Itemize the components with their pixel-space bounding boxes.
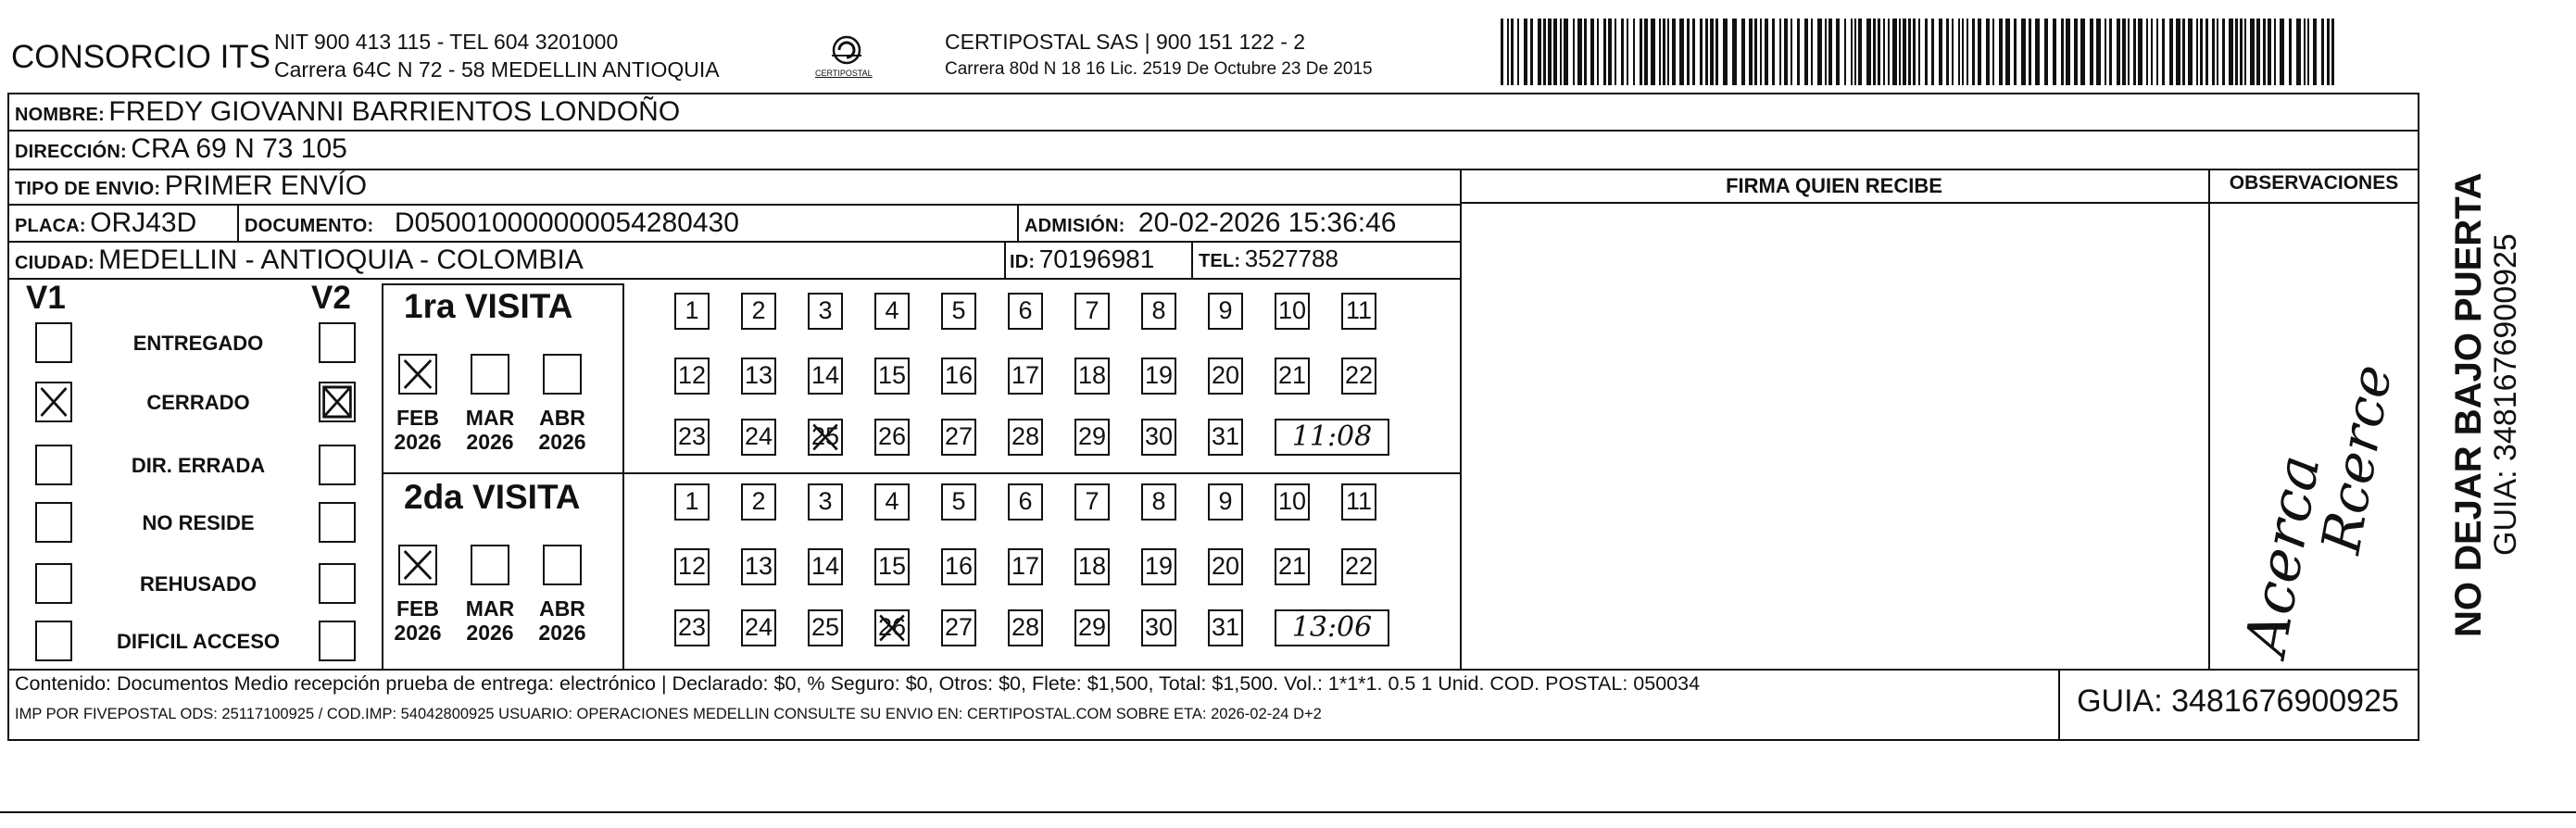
barcode-bar <box>2196 19 2198 85</box>
plate-value: ORJ43D <box>90 207 197 238</box>
barcode-bar <box>2014 19 2017 85</box>
document-field <box>245 207 739 239</box>
barcode-bar <box>1723 19 1728 85</box>
barcode-bar <box>1908 19 1911 85</box>
id-value: 70196981 <box>1038 245 1155 273</box>
barcode-bar <box>1715 19 1718 85</box>
day-box[interactable]: 19 <box>1141 358 1176 395</box>
day-box[interactable]: 12 <box>674 548 710 585</box>
month-label <box>536 406 588 454</box>
day-box[interactable]: 17 <box>1008 358 1043 395</box>
barcode-bar <box>2176 19 2180 85</box>
day-box[interactable]: 16 <box>941 358 976 395</box>
v2-header: V2 <box>311 280 351 316</box>
month-checkbox[interactable] <box>543 545 582 585</box>
barcode-bar <box>2096 19 2101 85</box>
barcode-bar <box>1817 19 1822 85</box>
month-name: ABR <box>539 406 585 430</box>
admission-value: 20-02-2026 15:36:46 <box>1137 207 1397 238</box>
barcode-bar <box>1511 19 1514 85</box>
barcode-bar <box>2021 19 2026 85</box>
barcode-bar <box>2235 19 2238 85</box>
day-box[interactable]: 29 <box>1074 609 1110 646</box>
barcode-bar <box>1608 19 1612 85</box>
document-value: D050010000000054280430 <box>394 207 739 238</box>
barcode-bar <box>1644 19 1648 85</box>
month-year: 2026 <box>538 430 586 454</box>
barcode-bar <box>2128 19 2130 85</box>
barcode-bar <box>2162 19 2165 85</box>
v2-checkbox[interactable] <box>319 322 356 363</box>
day-box[interactable]: 25 <box>808 419 843 456</box>
barcode-bar <box>2090 19 2093 85</box>
barcode-bar <box>2080 19 2085 85</box>
day-box[interactable]: 18 <box>1074 548 1110 585</box>
barcode-bar <box>1584 19 1587 85</box>
barcode-bar <box>2222 19 2225 85</box>
address-value: CRA 69 N 73 105 <box>131 133 347 164</box>
barcode-bar <box>1517 19 1519 85</box>
barcode-bar <box>2138 19 2142 85</box>
day-box[interactable]: 14 <box>808 358 843 395</box>
barcode-bar <box>1978 19 1981 85</box>
month-name: FEB <box>396 596 439 621</box>
day-box[interactable]: 31 <box>1208 419 1243 456</box>
day-box[interactable]: 8 <box>1141 483 1176 521</box>
barcode-bar <box>2105 19 2106 85</box>
barcode-bar <box>1958 19 1960 85</box>
barcode-bar <box>1986 19 1990 85</box>
side-warning: NO DEJAR BAJO PUERTA <box>2448 172 2489 637</box>
id-field <box>1010 245 1154 274</box>
day-box[interactable]: 20 <box>1208 548 1243 585</box>
day-box[interactable]: 21 <box>1275 358 1310 395</box>
side-guide: GUIA: 3481676900925 <box>2488 233 2523 556</box>
observations-header: OBSERVACIONES <box>2229 172 2399 194</box>
barcode-bar <box>1931 19 1934 85</box>
barcode-bar <box>1754 19 1757 85</box>
day-box[interactable]: 23 <box>674 419 710 456</box>
certipostal-logo <box>810 33 884 85</box>
status-option-label: CERRADO <box>146 391 250 414</box>
barcode-bar <box>1524 19 1527 85</box>
barcode-bar <box>2240 19 2243 85</box>
barcode-bar <box>1687 19 1690 85</box>
day-box[interactable]: 4 <box>874 483 910 521</box>
barcode-bar <box>2044 19 2048 85</box>
barcode-bar <box>1597 19 1599 85</box>
day-box[interactable]: 24 <box>741 609 776 646</box>
month-checkbox[interactable] <box>398 545 437 585</box>
month-name: FEB <box>396 406 439 430</box>
day-box[interactable]: 8 <box>1141 293 1176 330</box>
month-label <box>464 406 516 454</box>
day-box[interactable]: 30 <box>1141 609 1176 646</box>
day-box[interactable]: 27 <box>941 609 976 646</box>
month-year: 2026 <box>466 430 514 454</box>
barcode-bar <box>2263 19 2266 85</box>
barcode-bar <box>1679 19 1684 85</box>
city-label: CIUDAD: <box>15 253 94 273</box>
v1-header: V1 <box>26 280 66 316</box>
barcode-bar <box>2035 19 2040 85</box>
barcode-bar <box>2268 19 2271 85</box>
barcode-bar <box>1543 19 1546 85</box>
day-box[interactable]: 22 <box>1341 358 1376 395</box>
day-box[interactable]: 16 <box>941 548 976 585</box>
carrier-name: CERTIPOSTAL SAS | 900 151 122 - 2 <box>945 30 1306 54</box>
barcode-bar <box>1590 19 1594 85</box>
check-x-icon <box>400 546 435 583</box>
barcode-bar <box>1765 19 1768 85</box>
city-field <box>15 245 584 276</box>
barcode-bar <box>1878 19 1880 85</box>
city-value: MEDELLIN - ANTIOQUIA - COLOMBIA <box>98 245 584 275</box>
barcode-bar <box>2331 19 2334 85</box>
document-label: DOCUMENTO: <box>245 216 374 236</box>
day-box[interactable]: 20 <box>1208 358 1243 395</box>
name-field <box>15 96 680 128</box>
barcode-bar <box>1749 19 1753 85</box>
barcode-bar <box>2117 19 2120 85</box>
barcode-bar <box>2182 19 2185 85</box>
barcode-bar <box>1797 19 1800 85</box>
barcode-bar <box>1507 19 1509 85</box>
day-box[interactable]: 26 <box>874 419 910 456</box>
visit-time-box[interactable]: 11:08 <box>1275 419 1389 456</box>
barcode-bar <box>2212 19 2215 85</box>
barcode-bar <box>1851 19 1853 85</box>
name-label: NOMBRE: <box>15 105 105 125</box>
barcode-bar <box>2229 19 2233 85</box>
barcode-bar <box>1903 19 1906 85</box>
day-box[interactable]: 30 <box>1141 419 1176 456</box>
barcode-bar <box>1772 19 1775 85</box>
barcode-bar <box>1828 19 1832 85</box>
check-x-icon <box>37 383 70 420</box>
month-year: 2026 <box>394 430 442 454</box>
barcode-bar <box>1621 19 1624 85</box>
barcode-bar <box>2188 19 2193 85</box>
v1-checkbox[interactable] <box>35 563 72 604</box>
barcode-bar <box>2217 19 2218 85</box>
day-box[interactable]: 6 <box>1008 293 1043 330</box>
barcode-bar <box>2244 19 2246 85</box>
barcode-bar <box>1962 19 1964 85</box>
check-x-icon <box>320 383 354 420</box>
status-option-label: ENTREGADO <box>132 332 264 355</box>
barcode-bar <box>1760 19 1762 85</box>
day-box[interactable]: 3 <box>808 483 843 521</box>
barcode-bar <box>1530 19 1533 85</box>
barcode-bar <box>1804 19 1808 85</box>
handwriting-line1: Acerca <box>2230 449 2333 660</box>
day-box[interactable]: 14 <box>808 548 843 585</box>
barcode-bar <box>2151 19 2153 85</box>
barcode-bar <box>2200 19 2203 85</box>
barcode-bar <box>1501 19 1503 85</box>
tel-label: TEL: <box>1199 251 1241 271</box>
month-label <box>392 406 444 454</box>
barcode-bar <box>2122 19 2126 85</box>
day-box[interactable]: 29 <box>1074 419 1110 456</box>
tel-field <box>1199 245 1338 273</box>
day-box[interactable]: 26 <box>874 609 910 646</box>
barcode-bar <box>1858 19 1862 85</box>
barcode-bar <box>1779 19 1781 85</box>
barcode-bar <box>1627 19 1628 85</box>
barcode-bar <box>2205 19 2208 85</box>
barcode-bar <box>1615 19 1616 85</box>
day-strike-icon <box>810 420 841 454</box>
barcode-bar <box>1992 19 1994 85</box>
day-box[interactable]: 24 <box>741 419 776 456</box>
day-box[interactable]: 4 <box>874 293 910 330</box>
day-box[interactable]: 5 <box>941 483 976 521</box>
barcode-bar <box>1825 19 1827 85</box>
barcode-bar <box>2296 19 2301 85</box>
barcode-bar <box>2053 19 2056 85</box>
day-box[interactable]: 23 <box>674 609 710 646</box>
day-box[interactable]: 9 <box>1208 293 1243 330</box>
barcode-bar <box>2005 19 2010 85</box>
visit-title: 1ra VISITA <box>404 287 573 325</box>
status-option-label: NO RESIDE <box>142 511 255 534</box>
day-box[interactable]: 28 <box>1008 609 1043 646</box>
day-box[interactable]: 7 <box>1074 483 1110 521</box>
day-box[interactable]: 21 <box>1275 548 1310 585</box>
barcode-bar <box>1577 19 1582 85</box>
barcode-bar <box>1854 19 1856 85</box>
barcode-bar <box>1784 19 1788 85</box>
barcode-bar <box>1999 19 2003 85</box>
month-year: 2026 <box>466 621 514 645</box>
month-checkbox[interactable] <box>543 354 582 395</box>
day-box[interactable]: 1 <box>674 293 710 330</box>
barcode-bar <box>2256 19 2260 85</box>
day-box[interactable]: 3 <box>808 293 843 330</box>
barcode-bar <box>1925 19 1928 85</box>
barcode-bar <box>1972 19 1975 85</box>
day-strike-icon <box>876 611 908 645</box>
barcode-bar <box>1692 19 1695 85</box>
address-field <box>15 133 347 165</box>
barcode-bar <box>1548 19 1552 85</box>
barcode-bar <box>1946 19 1949 85</box>
side-labels <box>2419 93 2549 648</box>
status-option-label: DIFICIL ACCESO <box>116 630 280 653</box>
contents-line: Contenido: Documentos Medio recepción prueba de entrega: electrónico | Declarado: $0, % Seguro: $0, Otros: $0, Flete: $1,500, Total: $1,500. Vol.: 1*1*1. 0.5 1 Unid. COD. POSTAL: 050034 <box>15 672 1701 695</box>
company-address: Carrera 64C N 72 - 58 MEDELLIN ANTIOQUIA <box>274 57 720 82</box>
month-year: 2026 <box>394 621 442 645</box>
plate-field <box>15 207 196 239</box>
address-label: DIRECCIÓN: <box>15 142 127 162</box>
day-box[interactable]: 17 <box>1008 548 1043 585</box>
shipping-type-value: PRIMER ENVÍO <box>164 170 368 201</box>
day-box[interactable]: 7 <box>1074 293 1110 330</box>
barcode-bar <box>2156 19 2158 85</box>
barcode-bar <box>2250 19 2255 85</box>
footer-guide: GUIA: 3481676900925 <box>2077 684 2399 719</box>
day-box[interactable]: 2 <box>741 293 776 330</box>
barcode-bar <box>1939 19 1942 85</box>
day-box[interactable]: 15 <box>874 548 910 585</box>
barcode-bar <box>1888 19 1890 85</box>
month-checkbox[interactable] <box>471 545 509 585</box>
day-box[interactable]: 9 <box>1208 483 1243 521</box>
barcode-bar <box>1651 19 1655 85</box>
barcode-bar <box>1700 19 1703 85</box>
v1-checkbox[interactable] <box>35 382 72 422</box>
day-box[interactable]: 22 <box>1341 548 1376 585</box>
month-name: MAR <box>465 406 515 430</box>
imp-line: IMP POR FIVEPOSTAL ODS: 25117100925 / COD.IMP: 54042800925 USUARIO: OPERACIONES MEDELLIN CONSULTE SU ENVIO EN: CERTIPOSTAL.COM SOBRE ETA: 2026-02-24 D+2 <box>15 706 1322 722</box>
barcode-bar <box>2327 19 2330 85</box>
v2-checkbox[interactable] <box>319 563 356 604</box>
carrier-license: Carrera 80d N 18 16 Lic. 2519 De Octubre 23 De 2015 <box>945 59 1373 79</box>
barcode-bar <box>2133 19 2136 85</box>
barcode-bar <box>2029 19 2031 85</box>
barcode-bar <box>1918 19 1920 85</box>
barcode-bar <box>1672 19 1676 85</box>
name-value: FREDY GIOVANNI BARRIENTOS LONDOÑO <box>108 96 681 127</box>
logo-caption: CERTIPOSTAL <box>815 69 873 78</box>
barcode-bar <box>1538 19 1541 85</box>
barcode-bar <box>1967 19 1968 85</box>
day-box[interactable]: 6 <box>1008 483 1043 521</box>
v2-checkbox[interactable] <box>319 445 356 485</box>
barcode-bar <box>1892 19 1897 85</box>
observations-handwriting <box>2210 204 2418 667</box>
day-box[interactable]: 13 <box>741 358 776 395</box>
barcode-bar <box>1667 19 1669 85</box>
barcode-icon <box>1501 19 2334 85</box>
day-box[interactable]: 28 <box>1008 419 1043 456</box>
barcode-bar <box>1710 19 1714 85</box>
visit-time-box[interactable]: 13:06 <box>1275 609 1389 646</box>
day-box[interactable]: 13 <box>741 548 776 585</box>
barcode-bar <box>1741 19 1745 85</box>
barcode-bar <box>2146 19 2148 85</box>
v2-checkbox[interactable] <box>319 621 356 661</box>
barcode-bar <box>1603 19 1606 85</box>
check-x-icon <box>400 356 435 393</box>
barcode-bar <box>1873 19 1876 85</box>
day-box[interactable]: 31 <box>1208 609 1243 646</box>
day-box[interactable]: 11 <box>1341 293 1376 330</box>
day-box[interactable]: 25 <box>808 609 843 646</box>
barcode-bar <box>2274 19 2276 85</box>
barcode-bar <box>1952 19 1954 85</box>
month-checkbox[interactable] <box>398 354 437 395</box>
day-box[interactable]: 2 <box>741 483 776 521</box>
day-box[interactable]: 27 <box>941 419 976 456</box>
barcode-bar <box>1732 19 1737 85</box>
v2-checkbox[interactable] <box>319 502 356 543</box>
month-name: ABR <box>539 596 585 621</box>
plate-label: PLACA: <box>15 216 86 236</box>
barcode-bar <box>1811 19 1813 85</box>
day-box[interactable]: 18 <box>1074 358 1110 395</box>
v1-checkbox[interactable] <box>35 322 72 363</box>
barcode-bar <box>2074 19 2078 85</box>
handwriting-line2: Rcerce <box>2308 359 2405 558</box>
barcode-bar <box>1866 19 1871 85</box>
barcode-bar <box>1791 19 1792 85</box>
barcode-bar <box>1883 19 1885 85</box>
barcode-bar <box>1560 19 1562 85</box>
barcode-bar <box>2109 19 2112 85</box>
barcode-bar <box>1705 19 1708 85</box>
barcode-bar <box>1659 19 1661 85</box>
barcode-bar <box>2289 19 2292 85</box>
month-label <box>464 596 516 645</box>
visit-title: 2da VISITA <box>404 478 581 516</box>
barcode-bar <box>2307 19 2309 85</box>
day-box[interactable]: 15 <box>874 358 910 395</box>
month-label <box>392 596 444 645</box>
v1-checkbox[interactable] <box>35 502 72 543</box>
barcode-bar <box>1913 19 1916 85</box>
day-box[interactable]: 10 <box>1275 293 1310 330</box>
signature-header: FIRMA QUIEN RECIBE <box>1726 174 1942 197</box>
barcode-bar <box>2313 19 2317 85</box>
barcode-bar <box>1633 19 1635 85</box>
company-nit: NIT 900 413 115 - TEL 604 3201000 <box>274 30 619 54</box>
month-name: MAR <box>465 596 515 621</box>
admission-field <box>1024 207 1397 239</box>
barcode-bar <box>1640 19 1642 85</box>
day-box[interactable]: 5 <box>941 293 976 330</box>
tel-value: 3527788 <box>1244 245 1338 272</box>
status-option-label: DIR. ERRADA <box>131 454 266 477</box>
company-name: CONSORCIO ITS <box>11 39 271 75</box>
barcode-bar <box>1663 19 1665 85</box>
id-label: ID: <box>1010 252 1036 272</box>
barcode-bar <box>1553 19 1557 85</box>
shipping-type-field <box>15 170 367 202</box>
day-box[interactable]: 19 <box>1141 548 1176 585</box>
barcode-bar <box>2061 19 2064 85</box>
barcode-bar <box>2304 19 2306 85</box>
month-checkbox[interactable] <box>471 354 509 395</box>
status-option-label: REHUSADO <box>140 572 257 596</box>
barcode-bar <box>1844 19 1846 85</box>
barcode-bar <box>1836 19 1840 85</box>
barcode-bar <box>2280 19 2284 85</box>
barcode-bar <box>1573 19 1575 85</box>
day-box[interactable]: 1 <box>674 483 710 521</box>
month-label <box>536 596 588 645</box>
v2-checkbox[interactable] <box>319 382 356 422</box>
day-box[interactable]: 11 <box>1341 483 1376 521</box>
shipping-type-label: TIPO DE ENVIO: <box>15 179 161 199</box>
barcode-bar <box>2321 19 2324 85</box>
barcode-bar <box>1564 19 1568 85</box>
day-box[interactable]: 12 <box>674 358 710 395</box>
barcode-bar <box>2169 19 2173 85</box>
admission-label: ADMISIÓN: <box>1024 216 1125 236</box>
v1-checkbox[interactable] <box>35 621 72 661</box>
day-box[interactable]: 10 <box>1275 483 1310 521</box>
barcode-bar <box>1899 19 1901 85</box>
v1-checkbox[interactable] <box>35 445 72 485</box>
month-year: 2026 <box>538 621 586 645</box>
barcode-bar <box>2066 19 2070 85</box>
